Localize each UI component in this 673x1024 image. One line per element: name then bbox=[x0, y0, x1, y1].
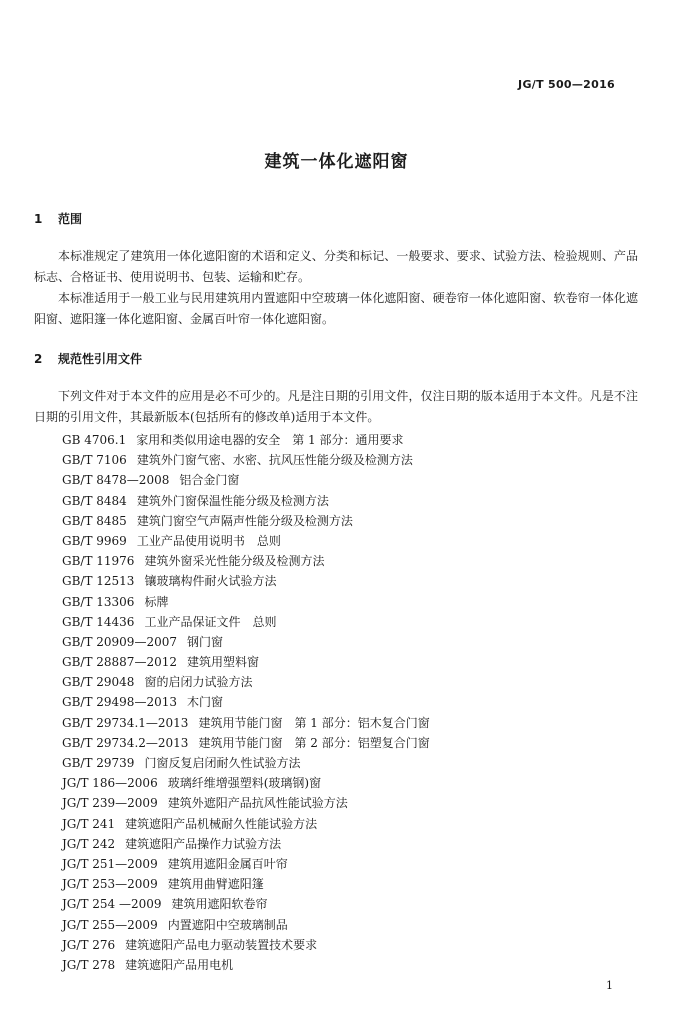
reference-item bbox=[62, 713, 430, 733]
reference-code: GB/T 8484 bbox=[62, 493, 127, 508]
reference-code: GB/T 7106 bbox=[62, 453, 127, 468]
reference-title: 建筑遮阳产品操作力试验方法 bbox=[125, 836, 282, 851]
reference-item bbox=[62, 915, 430, 935]
page-number: 1 bbox=[606, 979, 613, 992]
reference-item bbox=[62, 612, 430, 632]
reference-code: GB 4706.1 bbox=[62, 433, 127, 447]
reference-title: 工业产品使用说明书 总则 bbox=[136, 533, 281, 548]
reference-item bbox=[62, 491, 430, 511]
reference-item bbox=[62, 470, 430, 490]
reference-title: 建筑用塑料窗 bbox=[186, 655, 259, 670]
reference-code: JG/T 276 bbox=[62, 937, 116, 952]
reference-title: 工业产品保证文件 总则 bbox=[144, 614, 277, 629]
reference-title: 建筑用遮阳软卷帘 bbox=[171, 897, 268, 912]
section-1-title: 范围 bbox=[58, 212, 83, 226]
document-title: 建筑一体化遮阳窗 bbox=[264, 152, 409, 172]
reference-code: GB/T 8478—2008 bbox=[62, 473, 170, 488]
reference-item bbox=[62, 672, 430, 692]
section-1-paragraph-2: 本标准适用于一般工业与民用建筑用内置遮阳中空玻璃一体化遮阳窗、硬卷帘一体化遮阳窗、软卷帘一体化遮阳窗、遮阳篷一体化遮阳窗、金属百叶帘一体化遮阳窗。 bbox=[34, 291, 638, 326]
reference-item bbox=[62, 753, 430, 773]
reference-title: 建筑外门窗保温性能分级及检测方法 bbox=[136, 493, 329, 508]
reference-list bbox=[62, 430, 430, 975]
reference-item bbox=[62, 551, 430, 571]
reference-title: 建筑外窗采光性能分级及检测方法 bbox=[144, 554, 325, 569]
reference-item bbox=[62, 632, 430, 652]
reference-code: GB/T 29734.2—2013 bbox=[62, 735, 189, 750]
reference-title: 建筑门窗空气声隔声性能分级及检测方法 bbox=[136, 513, 353, 528]
reference-item bbox=[62, 592, 430, 612]
reference-item bbox=[62, 854, 430, 874]
reference-title: 标牌 bbox=[144, 594, 169, 609]
reference-title: 建筑用遮阳金属百叶帘 bbox=[167, 856, 288, 871]
reference-title: 建筑外遮阳产品抗风性能试验方法 bbox=[167, 796, 348, 811]
reference-item bbox=[62, 874, 430, 894]
reference-title: 钢门窗 bbox=[186, 634, 223, 649]
reference-code: JG/T 255—2009 bbox=[62, 917, 158, 932]
section-2-heading bbox=[34, 350, 142, 367]
reference-title: 铝合金门窗 bbox=[179, 473, 240, 488]
reference-title: 内置遮阳中空玻璃制品 bbox=[167, 917, 288, 932]
reference-item bbox=[62, 814, 430, 834]
reference-item bbox=[62, 430, 430, 450]
reference-title: 木门窗 bbox=[186, 695, 223, 710]
reference-code: JG/T 254 —2009 bbox=[62, 897, 162, 912]
reference-title: 家用和类似用途电器的安全 第 1 部分：通用要求 bbox=[136, 433, 404, 447]
reference-code: GB/T 28887—2012 bbox=[62, 655, 177, 670]
reference-code: JG/T 186—2006 bbox=[62, 776, 158, 791]
section-2-title: 规范性引用文件 bbox=[58, 352, 143, 366]
reference-title: 玻璃纤维增强塑料(玻璃钢)窗 bbox=[167, 776, 322, 791]
reference-item bbox=[62, 692, 430, 712]
reference-code: JG/T 242 bbox=[62, 836, 116, 851]
section-1-heading bbox=[34, 210, 82, 227]
reference-code: GB/T 13306 bbox=[62, 594, 135, 609]
reference-code: JG/T 278 bbox=[62, 957, 116, 972]
reference-item bbox=[62, 793, 430, 813]
reference-code: GB/T 12513 bbox=[62, 574, 135, 589]
reference-item bbox=[62, 834, 430, 854]
standard-number: JG/T 500—2016 bbox=[518, 78, 615, 91]
reference-code: GB/T 29498—2013 bbox=[62, 695, 177, 710]
reference-title: 镶玻璃构件耐火试验方法 bbox=[144, 574, 277, 589]
reference-code: GB/T 20909—2007 bbox=[62, 634, 177, 649]
reference-item bbox=[62, 955, 430, 975]
section-1-number: 1 bbox=[34, 212, 43, 226]
reference-item bbox=[62, 935, 430, 955]
reference-title: 窗的启闭力试验方法 bbox=[144, 675, 253, 690]
reference-item bbox=[62, 571, 430, 591]
reference-code: JG/T 241 bbox=[62, 816, 116, 831]
reference-title: 建筑遮阳产品用电机 bbox=[125, 957, 234, 972]
reference-title: 建筑遮阳产品电力驱动装置技术要求 bbox=[125, 937, 318, 952]
section-2-number: 2 bbox=[34, 352, 43, 366]
reference-item bbox=[62, 652, 430, 672]
reference-code: JG/T 239—2009 bbox=[62, 796, 158, 811]
reference-item bbox=[62, 894, 430, 914]
reference-item bbox=[62, 511, 430, 531]
reference-code: GB/T 8485 bbox=[62, 513, 127, 528]
section-2-intro: 下列文件对于本文件的应用是必不可少的。凡是注日期的引用文件，仅注日期的版本适用于本文件。凡是不注日期的引用文件，其最新版本(包括所有的修改单)适用于本文件。 bbox=[34, 389, 638, 424]
reference-code: GB/T 29739 bbox=[62, 756, 135, 770]
reference-item bbox=[62, 773, 430, 793]
reference-title: 建筑遮阳产品机械耐久性能试验方法 bbox=[125, 816, 318, 831]
reference-title: 建筑用节能门窗 第 1 部分：铝木复合门窗 bbox=[198, 715, 430, 730]
reference-title: 建筑用节能门窗 第 2 部分：铝塑复合门窗 bbox=[198, 735, 430, 750]
reference-code: GB/T 11976 bbox=[62, 554, 135, 569]
reference-title: 门窗反复启闭耐久性试验方法 bbox=[144, 756, 301, 770]
section-1-paragraph-1: 本标准规定了建筑用一体化遮阳窗的术语和定义、分类和标记、一般要求、要求、试验方法、检验规则、产品标志、合格证书、使用说明书、包装、运输和贮存。 bbox=[34, 249, 638, 284]
reference-item bbox=[62, 733, 430, 753]
reference-code: GB/T 14436 bbox=[62, 614, 135, 629]
reference-code: GB/T 29734.1—2013 bbox=[62, 715, 189, 730]
reference-title: 建筑外门窗气密、水密、抗风压性能分级及检测方法 bbox=[136, 453, 413, 468]
reference-item bbox=[62, 450, 430, 470]
reference-code: GB/T 9969 bbox=[62, 533, 127, 548]
reference-title: 建筑用曲臂遮阳篷 bbox=[167, 877, 264, 892]
reference-code: JG/T 253—2009 bbox=[62, 877, 158, 892]
reference-code: GB/T 29048 bbox=[62, 675, 135, 690]
reference-item bbox=[62, 531, 430, 551]
reference-code: JG/T 251—2009 bbox=[62, 856, 158, 871]
